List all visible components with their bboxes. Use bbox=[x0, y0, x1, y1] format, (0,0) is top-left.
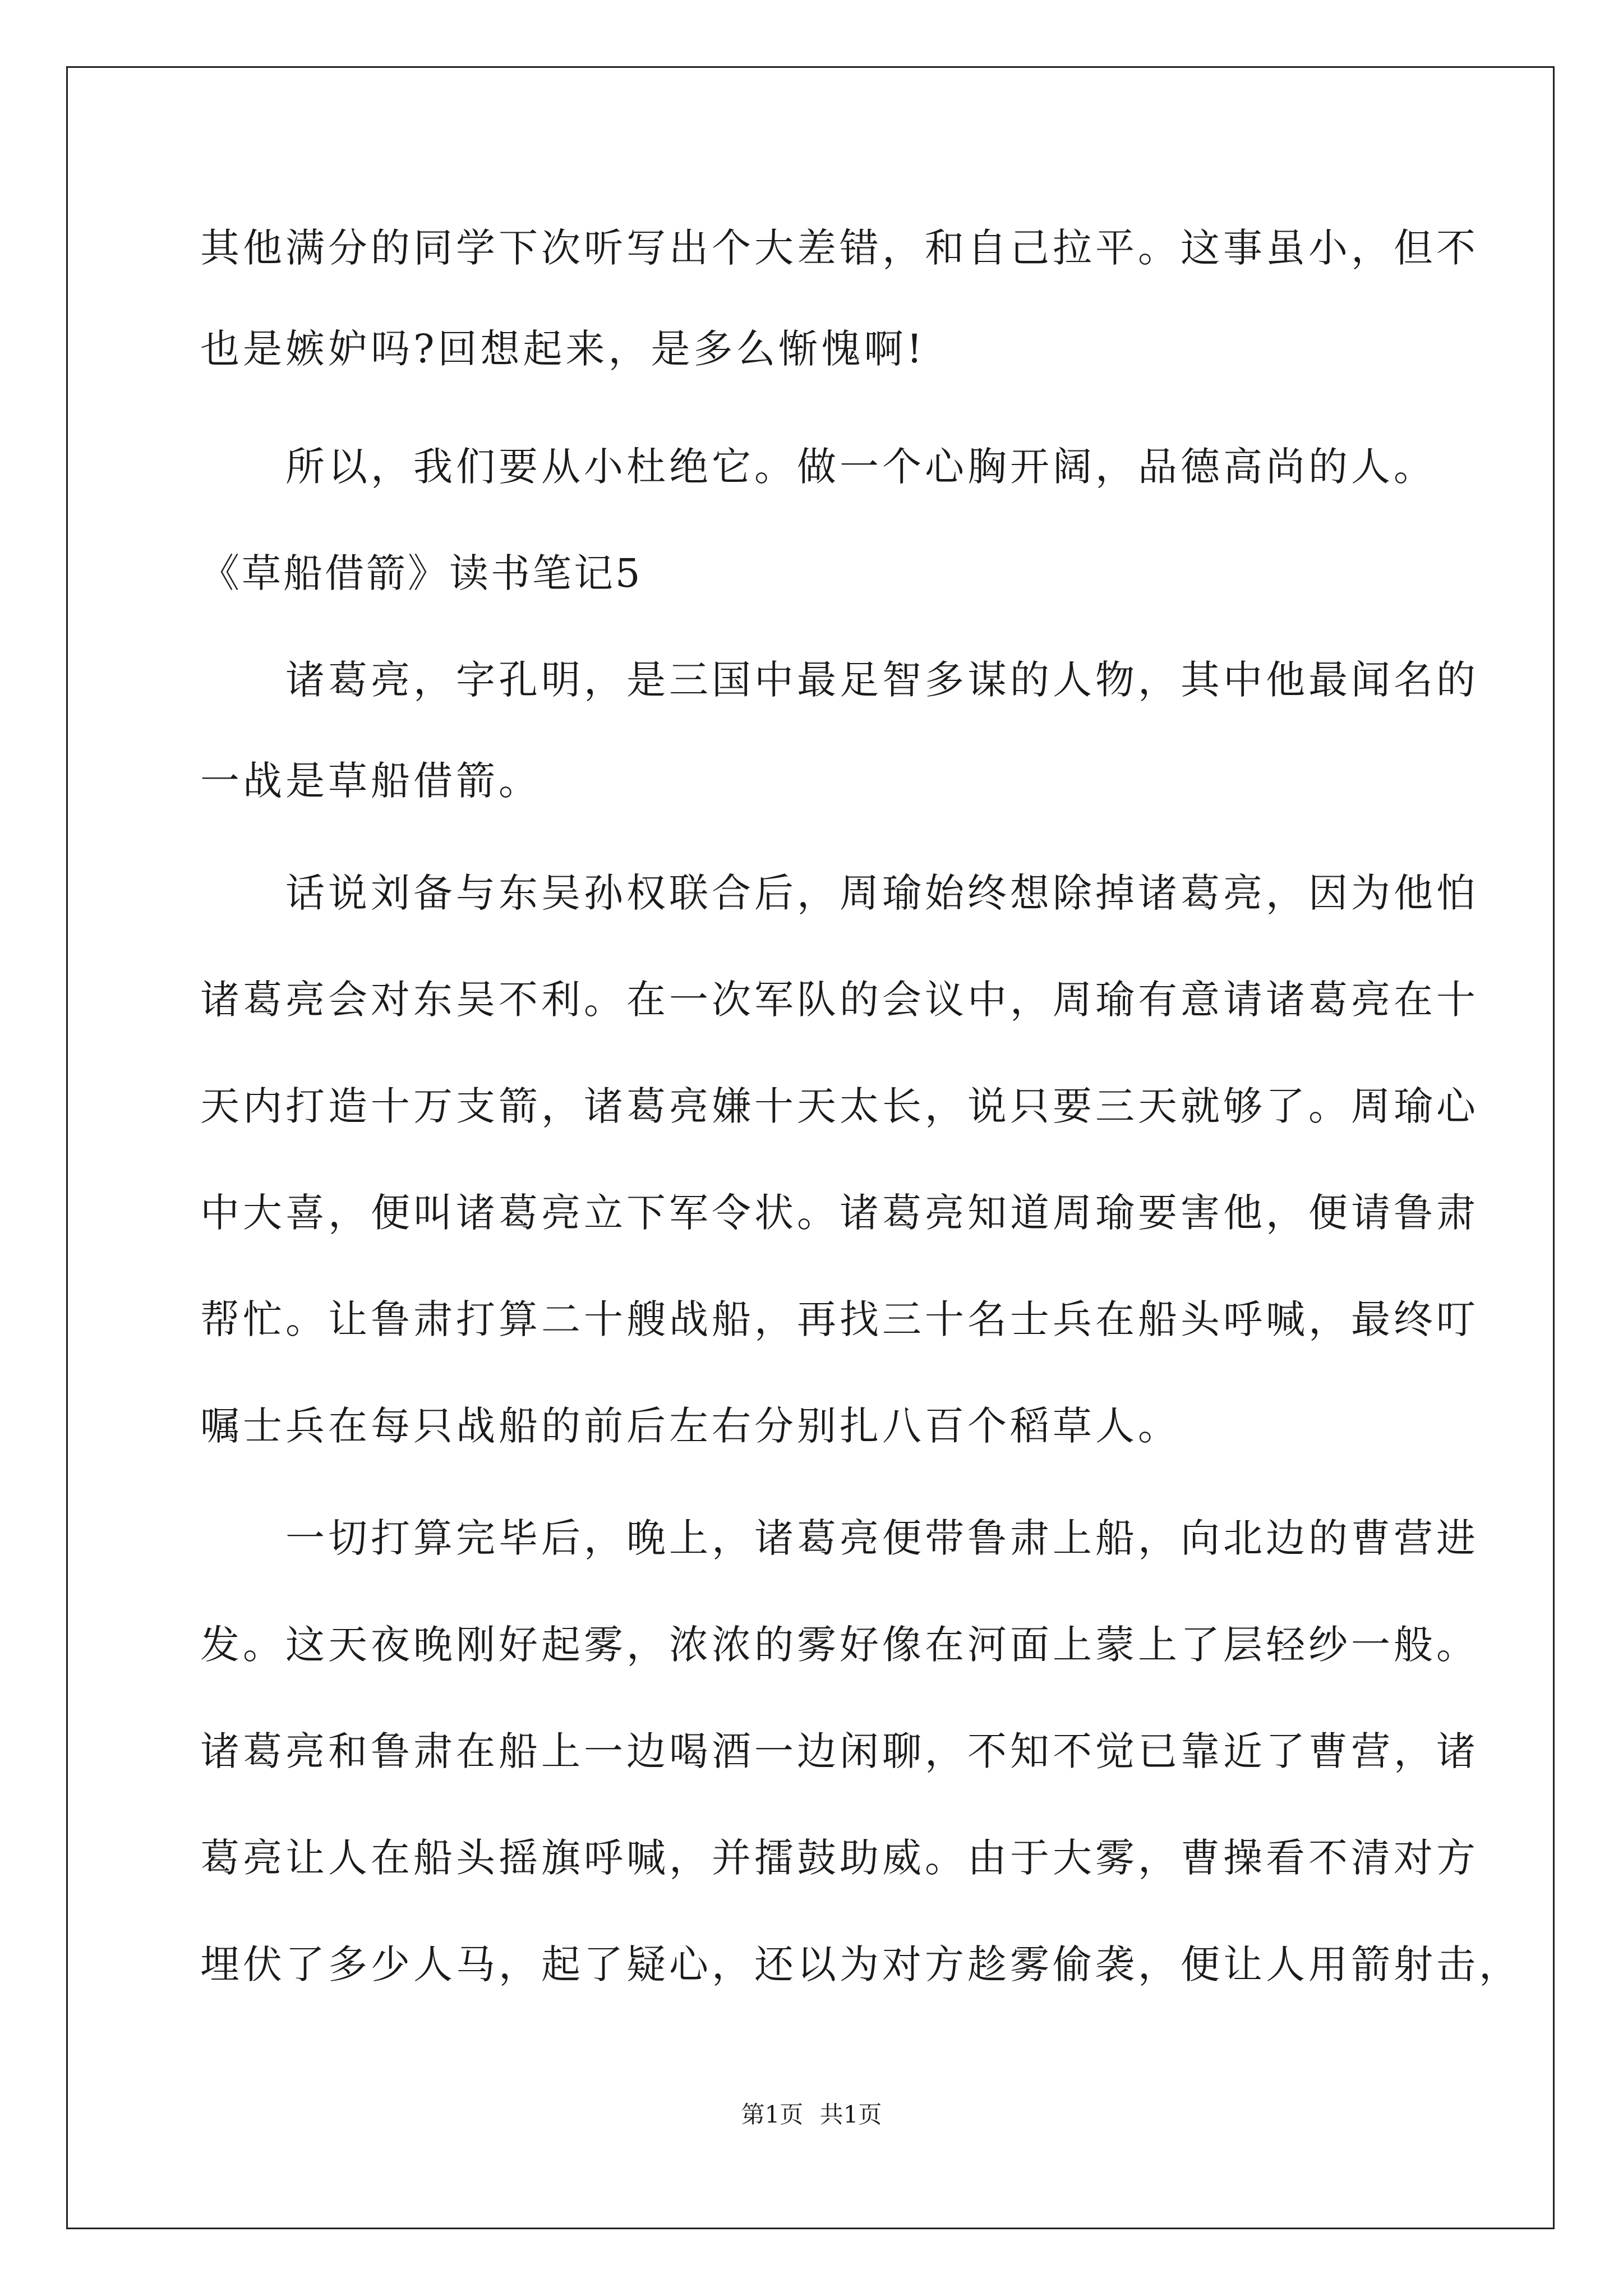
text-line: 诸葛亮会对东吴不利。在一次军队的会议中，周瑜有意请诸葛亮在十 bbox=[200, 977, 1479, 1023]
text-line: 中大喜，便叫诸葛亮立下军令状。诸葛亮知道周瑜要害他，便请鲁肃 bbox=[200, 1190, 1479, 1236]
text-line: 嘱士兵在每只战船的前后左右分别扎八百个稻草人。 bbox=[200, 1403, 1181, 1449]
text-line: 葛亮让人在船头摇旗呼喊，并擂鼓助威。由于大雾，曹操看不清对方 bbox=[200, 1835, 1479, 1881]
text-line: 一战是草船借箭。 bbox=[200, 758, 541, 804]
text-line: 天内打造十万支箭，诸葛亮嫌十天太长，说只要三天就够了。周瑜心 bbox=[200, 1083, 1479, 1129]
text-line: 诸葛亮和鲁肃在船上一边喝酒一边闲聊，不知不觉已靠近了曹营，诸 bbox=[200, 1728, 1479, 1774]
text-line: 帮忙。让鲁肃打算二十艘战船，再找三十名士兵在船头呼喊，最终叮 bbox=[200, 1296, 1479, 1342]
text-line: 话说刘备与东吴孙权联合后，周瑜始终想除掉诸葛亮，因为他怕 bbox=[200, 870, 1479, 916]
text-line: 所以，我们要从小杜绝它。做一个心胸开阔，品德高尚的人。 bbox=[200, 444, 1436, 490]
text-line: 一切打算完毕后，晚上，诸葛亮便带鲁肃上船，向北边的曹营进 bbox=[200, 1515, 1479, 1561]
text-line: 埋伏了多少人马，起了疑心，还以为对方趁雾偷袭，便让人用箭射击， bbox=[200, 1941, 1521, 1987]
page-number: 第1页 bbox=[741, 2101, 804, 2128]
section-heading: 《草船借箭》读书笔记5 bbox=[200, 550, 643, 596]
text-line: 诸葛亮，字孔明，是三国中最足智多谋的人物，其中他最闻名的 bbox=[200, 657, 1479, 703]
text-line: 发。这天夜晚刚好起雾，浓浓的雾好像在河面上蒙上了层轻纱一般。 bbox=[200, 1622, 1479, 1668]
page-total: 共1页 bbox=[819, 2101, 882, 2128]
page-border bbox=[66, 66, 1555, 2229]
text-line: 也是嫉妒吗?回想起来，是多么惭愧啊! bbox=[200, 326, 926, 372]
text-line: 其他满分的同学下次听写出个大差错，和自己拉平。这事虽小，但不 bbox=[200, 225, 1479, 271]
page-footer bbox=[0, 2101, 1623, 2129]
